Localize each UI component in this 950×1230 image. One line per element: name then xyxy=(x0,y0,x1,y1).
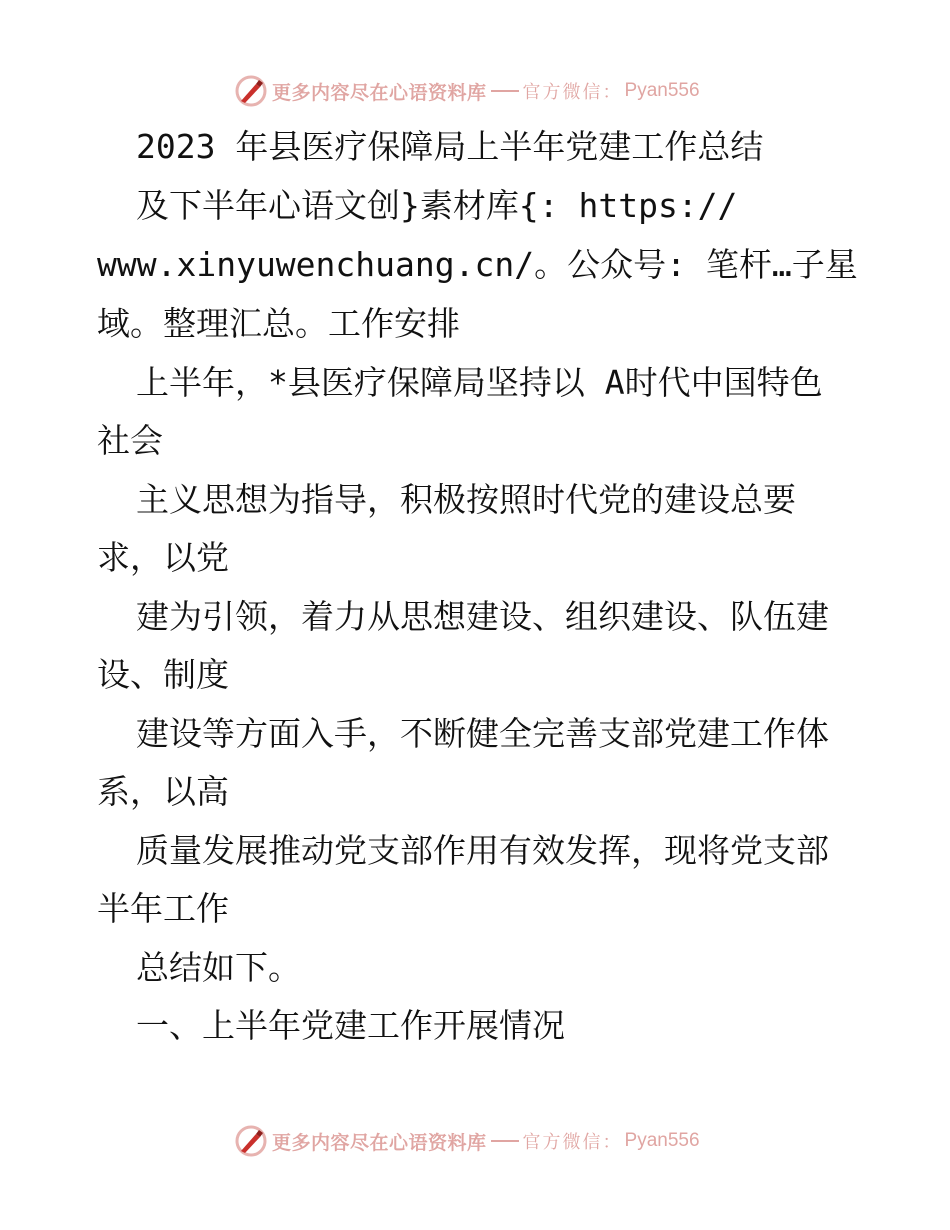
body-line: 主义思想为指导，积极按照时代党的建设总要 xyxy=(136,480,796,519)
title-line-1: 2023 年县医疗保障局上半年党建工作总结 xyxy=(136,127,764,166)
body-line: 总结如下。 xyxy=(136,948,301,987)
watermark-site-text: 更多内容尽在心语资料库 xyxy=(272,1131,487,1154)
body-line: 质量发展推动党支部作用有效发挥，现将党支部 xyxy=(136,831,829,870)
header-watermark xyxy=(234,74,700,108)
pen-logo-icon xyxy=(234,1124,268,1158)
title-line-2: 及下半年心语文创}素材库{: https:// xyxy=(136,186,738,225)
body-line: www.xinyuwenchuang.cn/。公众号: 笔杆…子星 xyxy=(97,245,858,284)
section-heading: 一、上半年党建工作开展情况 xyxy=(136,1006,565,1045)
watermark-label: 官方微信： xyxy=(522,1132,623,1153)
watermark-site-text: 更多内容尽在心语资料库 xyxy=(272,81,487,104)
body-line: 上半年，*县医疗保障局坚持以 A时代中国特色 xyxy=(136,363,823,402)
body-line: 设、制度 xyxy=(97,655,229,694)
watermark-label: 官方微信： xyxy=(522,82,623,103)
watermark-dash xyxy=(491,1140,519,1142)
body-line: 系，以高 xyxy=(97,772,229,811)
pen-logo-icon xyxy=(234,74,268,108)
body-line: 求，以党 xyxy=(97,538,229,577)
body-line: 社会 xyxy=(97,421,163,460)
footer-watermark xyxy=(234,1124,700,1158)
watermark-wechat-id: Pyan556 xyxy=(624,1130,700,1151)
body-line: 建设等方面入手，不断健全完善支部党建工作体 xyxy=(136,714,829,753)
watermark-dash xyxy=(491,90,519,92)
watermark-wechat-id: Pyan556 xyxy=(624,80,700,101)
body-line: 域。整理汇总。工作安排 xyxy=(97,304,460,343)
body-line: 半年工作 xyxy=(97,889,229,928)
body-line: 建为引领，着力从思想建设、组织建设、队伍建 xyxy=(136,597,829,636)
